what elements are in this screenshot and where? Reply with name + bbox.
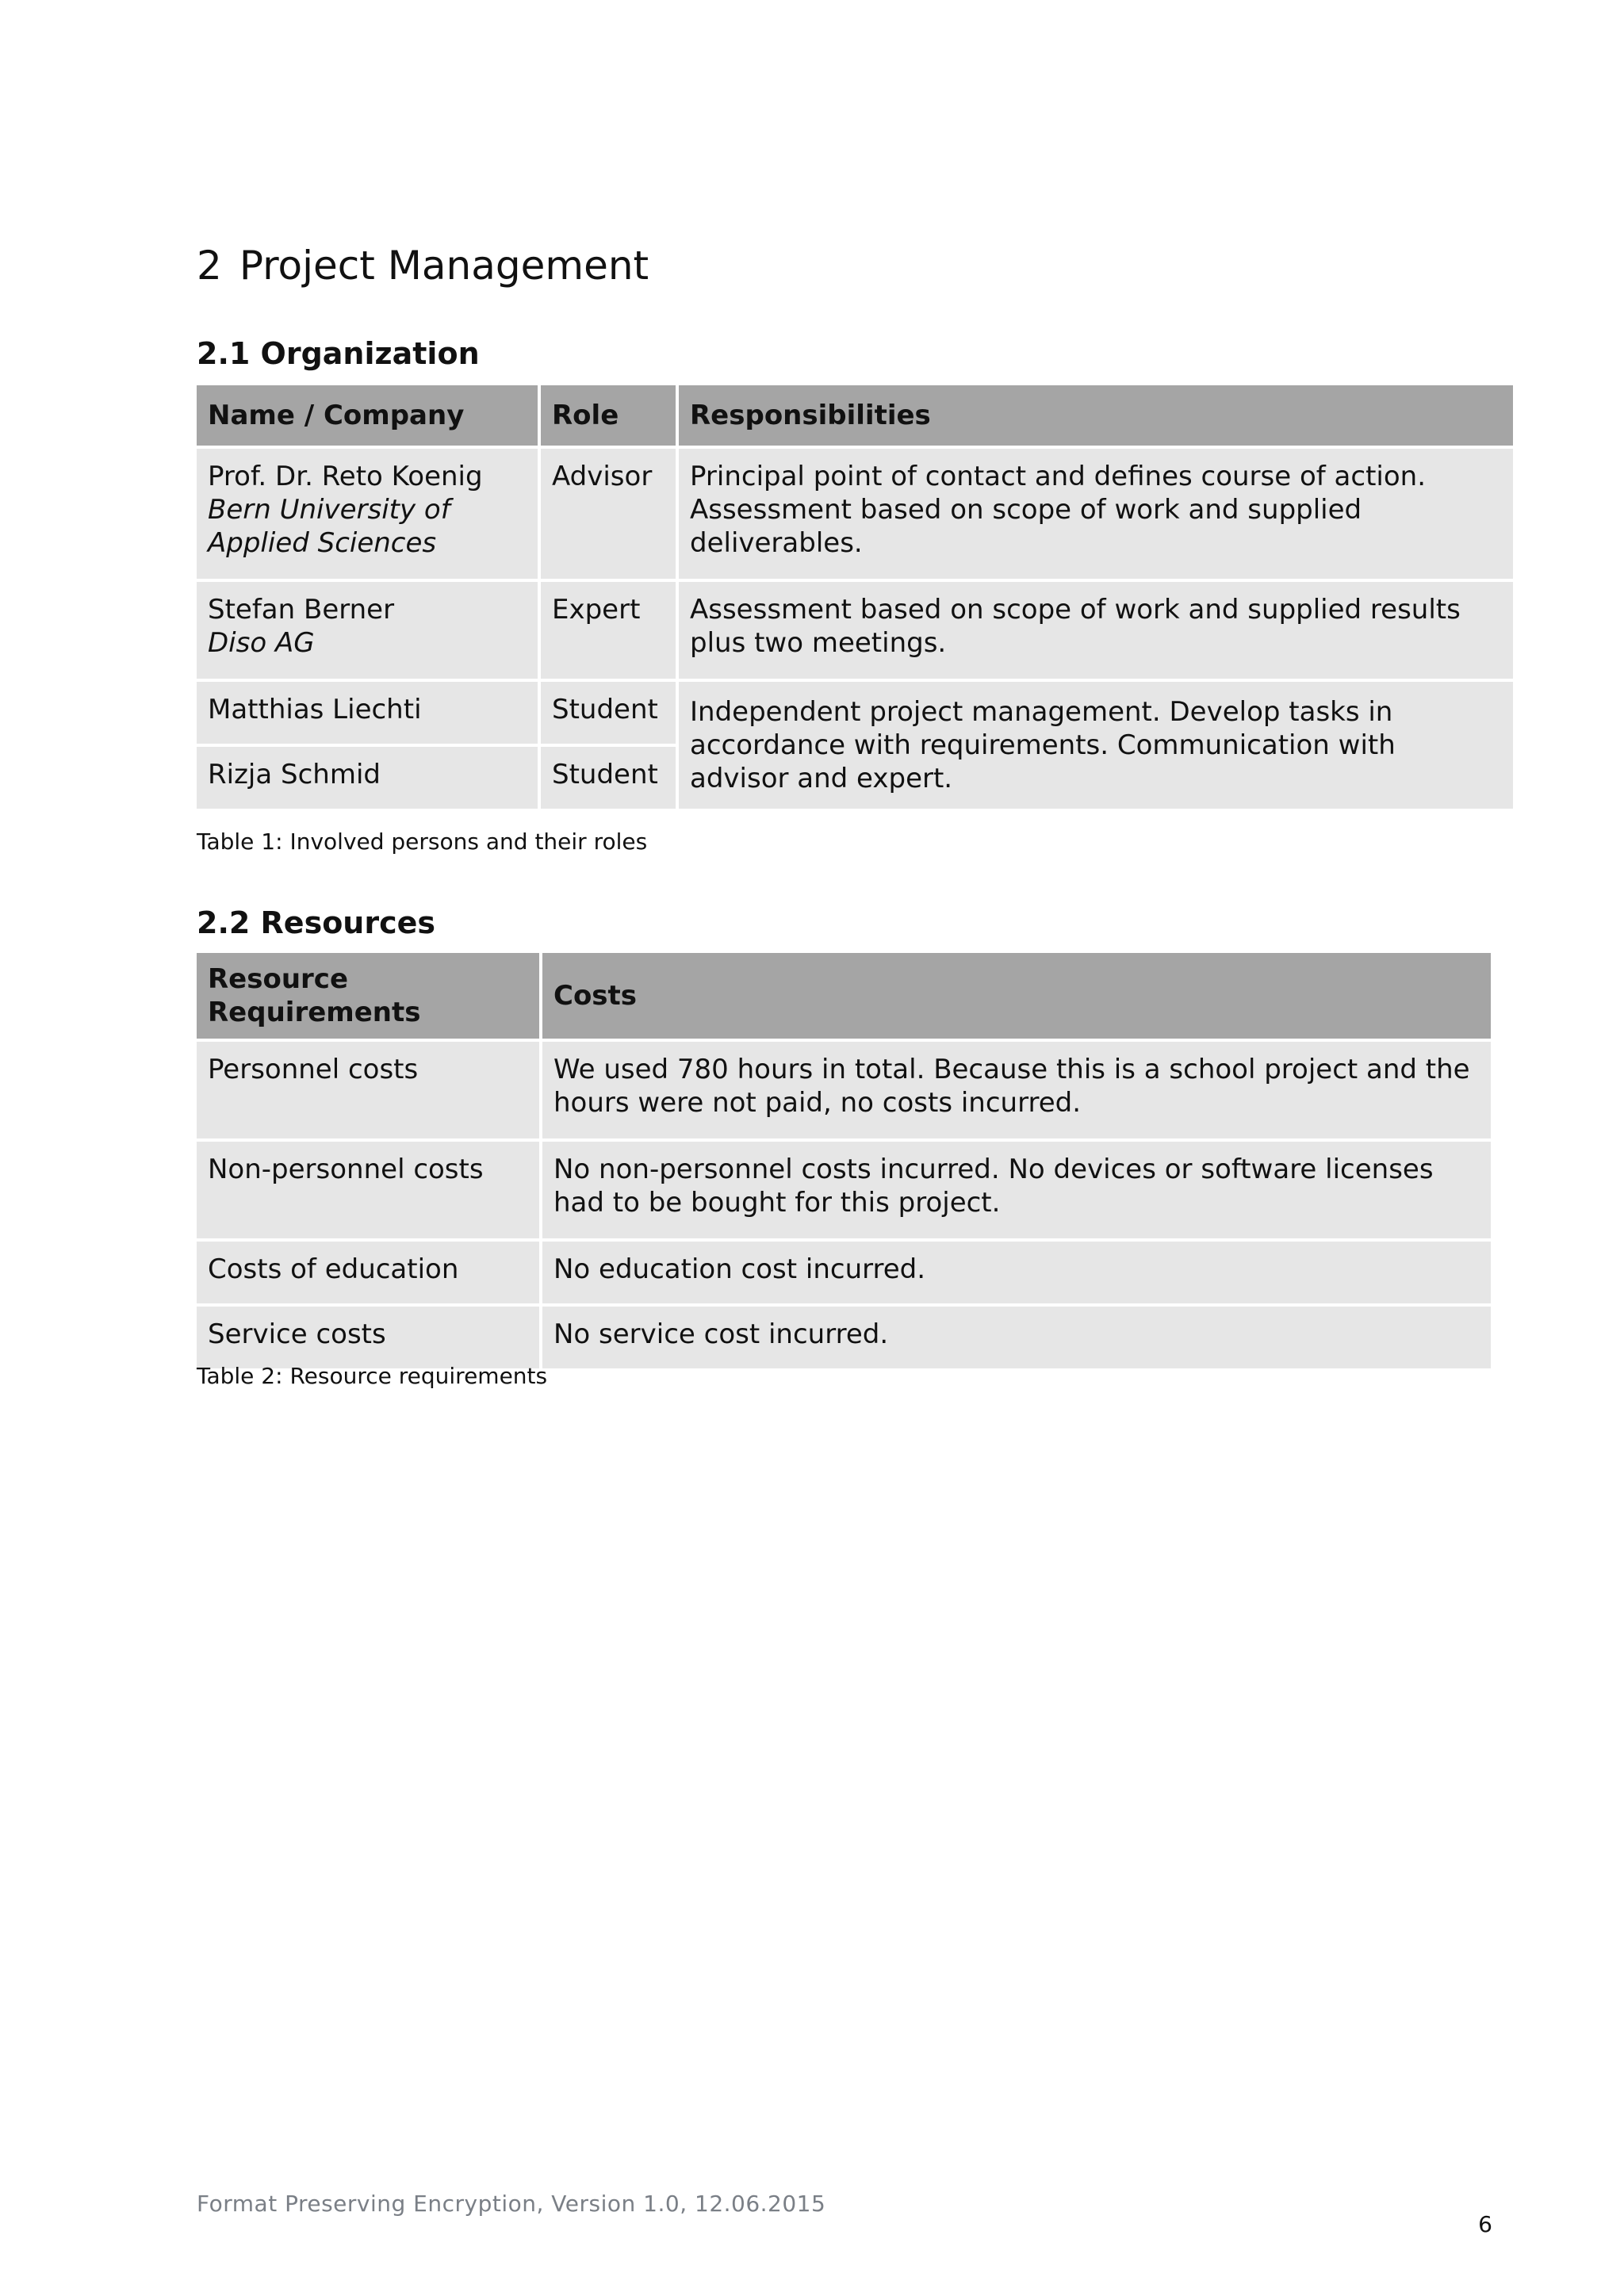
column-header-costs: Costs (542, 953, 1491, 1039)
column-header-resource-requirements: Resource Requirements (197, 953, 539, 1039)
table-row (197, 449, 1513, 579)
section-heading-organization: 2.1 Organization (197, 336, 480, 371)
person-cell (197, 582, 538, 679)
table-header-row (197, 385, 1513, 446)
table-row (197, 682, 1513, 744)
person-name: Matthias Liechti (208, 694, 422, 725)
role-cell: Student (541, 747, 676, 809)
costs-cell: We used 780 hours in total. Because this is a school project and the hours were not paid, no costs incurred. (542, 1042, 1491, 1138)
resources-table (193, 950, 1494, 1372)
column-header-responsibilities: Responsibilities (679, 385, 1513, 446)
chapter-number: 2 (197, 243, 222, 289)
requirement-cell: Personnel costs (197, 1042, 539, 1138)
table-row (197, 1242, 1491, 1303)
requirement-cell: Costs of education (197, 1242, 539, 1303)
column-header-name-company: Name / Company (197, 385, 538, 446)
table-caption-resources: Table 2: Resource requirements (197, 1363, 548, 1389)
person-company: Bern University of Applied Sciences (208, 494, 450, 559)
responsibilities-cell: Assessment based on scope of work and supplied results plus two meetings. (679, 582, 1513, 679)
footer-document-info: Format Preserving Encryption, Version 1.0, 12.06.2015 (197, 2191, 826, 2217)
person-cell (197, 682, 538, 744)
person-company: Diso AG (208, 627, 315, 659)
person-cell (197, 449, 538, 579)
responsibilities-cell: Independent project management. Develop tasks in accordance with requirements. Communication with advisor and expert. (679, 682, 1513, 809)
person-name: Prof. Dr. Reto Koenig (208, 461, 483, 492)
table-header-row (197, 953, 1491, 1039)
person-name: Stefan Berner (208, 594, 395, 626)
costs-cell: No education cost incurred. (542, 1242, 1491, 1303)
chapter-title: Project Management (239, 243, 649, 289)
table-row (197, 1307, 1491, 1368)
requirement-cell: Non-personnel costs (197, 1142, 539, 1238)
costs-cell: No non-personnel costs incurred. No devices or software licenses had to be bought for this project. (542, 1142, 1491, 1238)
responsibilities-cell: Principal point of contact and defines course of action. Assessment based on scope of work and supplied deliverables. (679, 449, 1513, 579)
person-cell (197, 747, 538, 809)
requirement-cell: Service costs (197, 1307, 539, 1368)
role-cell: Expert (541, 582, 676, 679)
section-heading-resources: 2.2 Resources (197, 905, 436, 940)
costs-cell: No service cost incurred. (542, 1307, 1491, 1368)
page-number: 6 (1478, 2211, 1492, 2237)
table-row (197, 1042, 1491, 1138)
person-name: Rizja Schmid (208, 759, 381, 790)
chapter-heading (197, 238, 649, 293)
table-row (197, 1142, 1491, 1238)
table-caption-organization: Table 1: Involved persons and their roles (197, 828, 648, 855)
organization-table (193, 382, 1516, 812)
role-cell: Student (541, 682, 676, 744)
table-row (197, 582, 1513, 679)
column-header-role: Role (541, 385, 676, 446)
role-cell: Advisor (541, 449, 676, 579)
